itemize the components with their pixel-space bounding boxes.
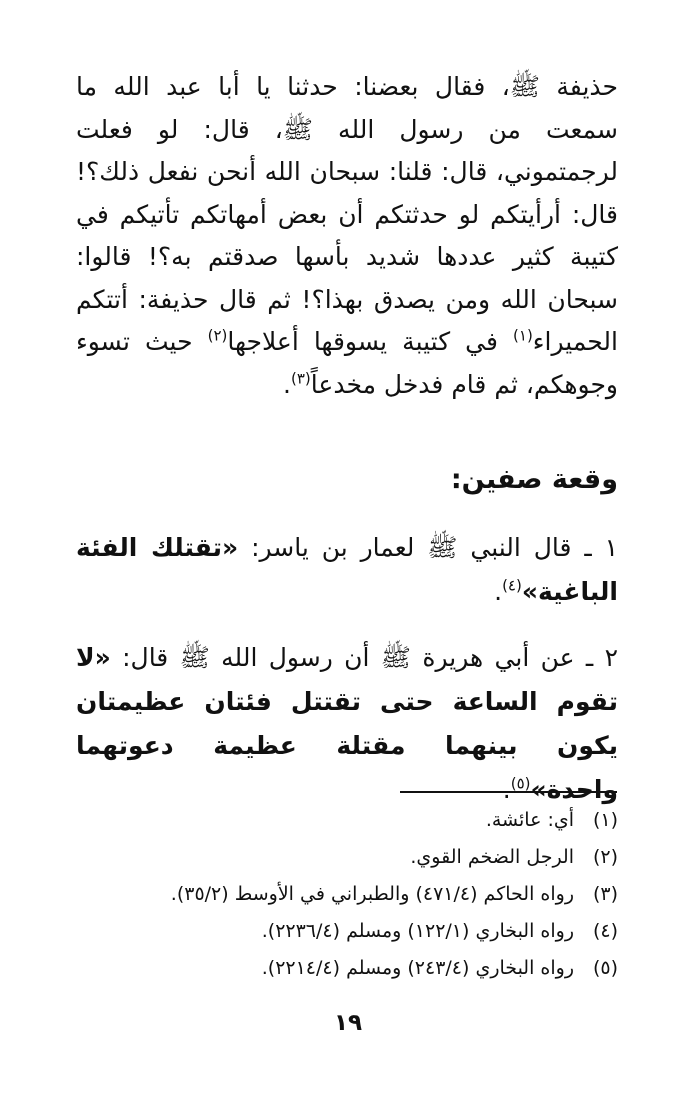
footnote-number: (٥) [592, 957, 618, 979]
footnote-ref-4: (٤) [502, 576, 522, 595]
footnote-ref-3: (٣) [291, 369, 311, 388]
footnote-item [76, 913, 618, 950]
footnote-number: (١) [592, 809, 618, 831]
page-number: ١٩ [333, 1010, 363, 1036]
footnote-item [76, 839, 618, 876]
intro-paragraph [76, 66, 618, 406]
hadith-2-lead: ٢ ـ عن أبي هريرة ﷺ أن رسول الله ﷺ قال: [110, 643, 618, 672]
footnote-number: (٣) [592, 883, 618, 905]
intro-text [76, 66, 618, 406]
intro-text-end: . [283, 369, 291, 399]
footnote-number: (٢) [592, 846, 618, 868]
intro-text-part-3: حيث تسوء وجوهكم، ثم قام فدخل مخدعاً [76, 327, 618, 399]
hadith-1-lead: ١ ـ قال النبي ﷺ لعمار بن ياسر: [238, 533, 618, 562]
footnote-ref-5: (٥) [510, 774, 531, 793]
footnote-item [76, 950, 618, 987]
hadith-2-quote: «لا تقوم الساعة حتى تقتتل فئتان عظيمتان يكون بينهما مقتلة عظيمة دعوتهما واحدة» [76, 643, 618, 804]
hadith-2-tail: . [502, 775, 511, 804]
footnote-divider [400, 791, 617, 793]
footnote-text: رواه البخاري (٢٤٣/٤) ومسلم (٢٢١٤/٤). [261, 957, 574, 979]
footnote-text: أي: عائشة. [485, 809, 574, 831]
footnote-ref-2: (٢) [207, 326, 228, 345]
footnote-item [76, 876, 618, 913]
footnotes-list [76, 802, 618, 987]
hadith-item-2 [76, 636, 618, 812]
footnote-item [76, 802, 618, 839]
footnote-ref-1: (١) [513, 326, 533, 345]
hadith-1-quote: «تقتلك الفئة الباغية» [76, 533, 618, 606]
footnote-text: رواه الحاكم (٤٧١/٤) والطبراني في الأوسط (٣٥/٢). [170, 883, 574, 905]
footnote-number: (٤) [592, 920, 618, 942]
footnote-text: الرجل الضخم القوي. [410, 846, 574, 868]
hadith-item-1 [76, 526, 618, 614]
footnote-text: رواه البخاري (١٢٢/١) ومسلم (٢٢٣٦/٤). [261, 920, 574, 942]
intro-text-part-2: في كتيبة يسوقها أعلاجها [227, 327, 514, 356]
hadith-1-tail: . [494, 577, 503, 606]
intro-text-part-1: حذيفة ﷺ، فقال بعضنا: حدثنا يا أبا عبد الله ما سمعت من رسول الله ﷺ، قال: لو فعلت لرجمتموني، قال: قلنا: سبحان الله أنحن نفعل ذلك؟! قال: أرأيتكم لو حدثتكم أن بعض أمهاتكم تأتيكم في كتيبة كثير عددها شديد بأسها صدقتم به؟! قالوا: سبحان الله ومن يصدق بهذا؟! ثم قال حذيفة: أتتكم الحميراء [76, 72, 618, 356]
section-title: وقعة صفين: [450, 464, 618, 495]
